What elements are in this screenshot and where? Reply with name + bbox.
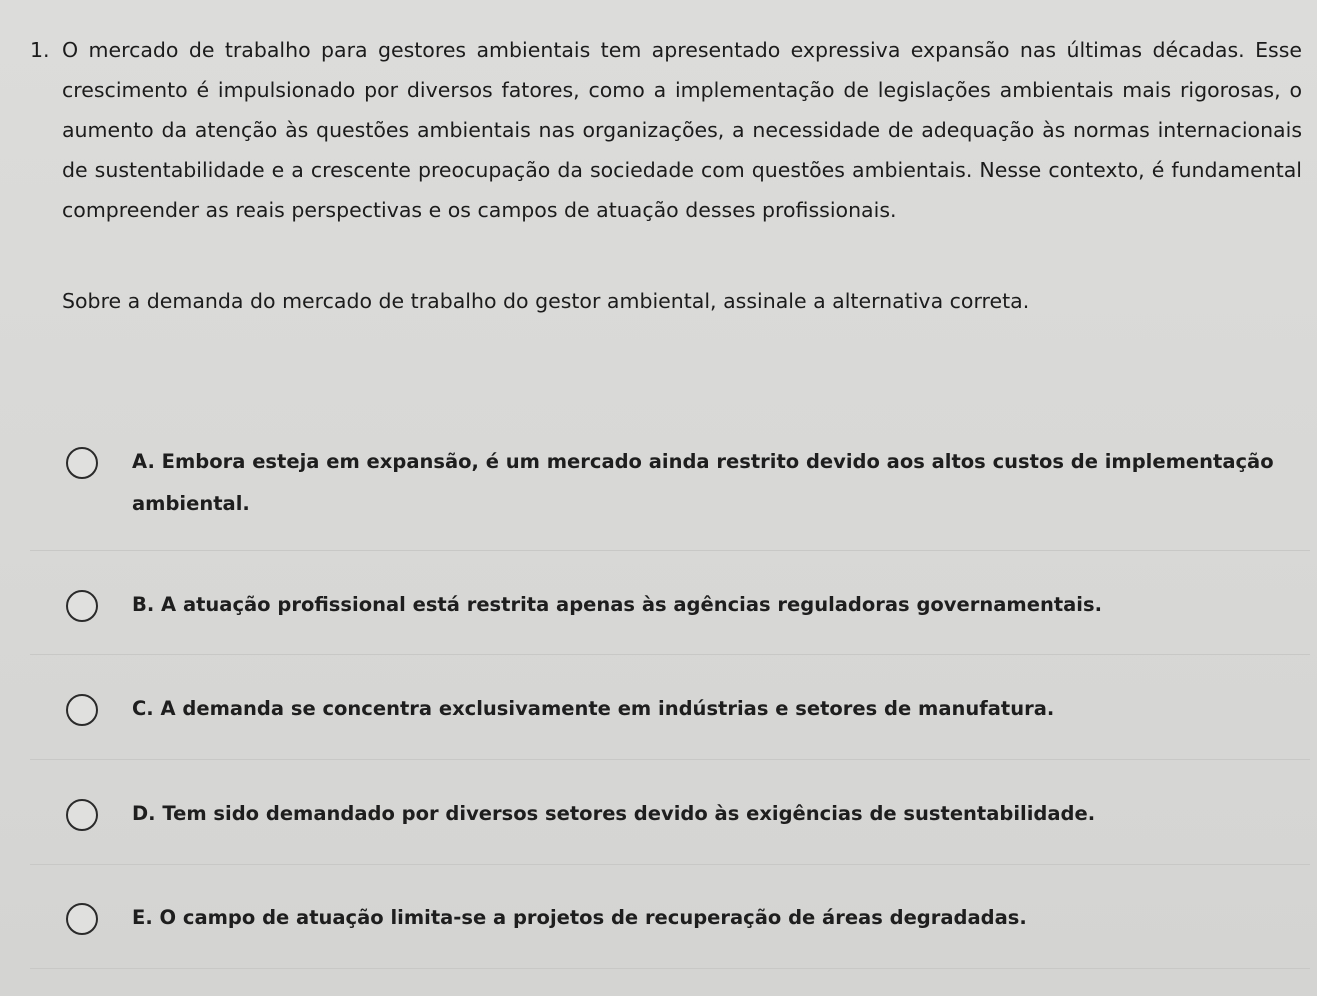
option-e-label[interactable]: E. O campo de atuação limita-se a projetos de recuperação de áreas degradadas.: [132, 906, 1027, 929]
option-divider: [30, 968, 1310, 969]
option-d[interactable]: [66, 793, 1281, 835]
radio-button-a[interactable]: [66, 447, 98, 479]
radio-button-e[interactable]: [66, 903, 98, 935]
option-divider: [30, 759, 1310, 760]
option-divider: [30, 654, 1310, 655]
option-a[interactable]: [66, 441, 1281, 525]
option-divider: [30, 864, 1310, 865]
option-b[interactable]: [66, 584, 1281, 626]
question-prompt: Sobre a demanda do mercado de trabalho do gestor ambiental, assinale a alternativa correta.: [62, 289, 1030, 313]
option-c-label[interactable]: C. A demanda se concentra exclusivamente em indústrias e setores de manufatura.: [132, 697, 1055, 720]
option-b-label[interactable]: B. A atuação profissional está restrita apenas às agências reguladoras governamentais.: [132, 593, 1103, 616]
option-a-label[interactable]: A. Embora esteja em expansão, é um mercado ainda restrito devido aos altos custos de implementação ambiental.: [132, 450, 1274, 515]
radio-button-c[interactable]: [66, 694, 98, 726]
question-statement: [30, 30, 1302, 230]
option-d-label[interactable]: D. Tem sido demandado por diversos setores devido às exigências de sustentabilidade.: [132, 802, 1096, 825]
question-number: 1.: [30, 38, 50, 62]
radio-button-d[interactable]: [66, 799, 98, 831]
radio-button-b[interactable]: [66, 590, 98, 622]
option-e[interactable]: [66, 897, 1281, 939]
option-divider: [30, 550, 1310, 551]
option-c[interactable]: [66, 688, 1281, 730]
question-text: O mercado de trabalho para gestores ambientais tem apresentado expressiva expansão nas últimas décadas. Esse crescimento é impulsionado por diversos fatores, como a implementação de legislações ambientais mais rigorosas, o aumento da atenção às questões ambientais nas organizações, a necessidade de adequação às normas internacionais de sustentabilidade e a crescente preocupação da sociedade com questões ambientais. Nesse contexto, é fundamental compreender as reais perspectivas e os campos de atuação desses profissionais.: [62, 38, 1302, 222]
